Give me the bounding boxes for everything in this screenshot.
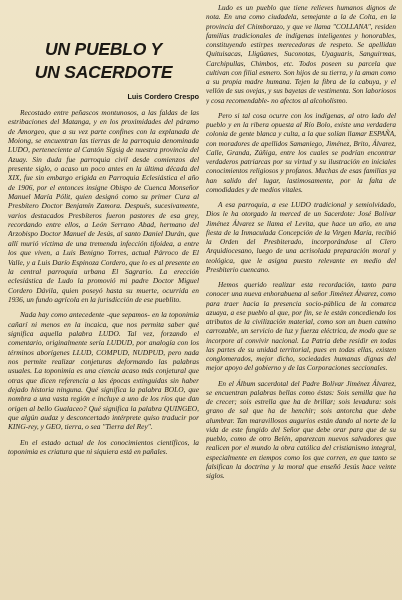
right-column [206,0,396,600]
article-paragraph: Ludo es un pueblo que tiene relieves humanos dignos de nota. En una como ciudadela, semejante a la de Colta, en la provincia del Chimborazo, y que ve llama "COLLANA", residen familias tradicionales de indígenas inteligentes y honorables, constituyendo estirpes merecedoras de respeto. Se apellidan Quituisacas, Lligüanes, Suconotas, Uyaguaris, Sanguirmas, Carchipullas, Chimbos, etc. Todos poseen su parcela que cultivan con filial esmero. Son hijos de su tierra, y la aman como a su propia madre humana. Tejen la fibra de la cabuya, y el vellón de sus ovejas, y sus bayetas de vestimenta. Son laboriosos y cosa recomendable- no afectos al alcoholismo. [206,4,396,105]
article-paragraph: A esa parroquia, a ese LUDO tradicional y semiolvidado, Dios le ha otorgado la merced de un Sacerdote: José Bolívar Jiménez Álvarez se llama el Levita, que hace un año, en una fiesta de la Inmaculada Concepción de la Virgen María, recibió la Orden del Presbiterado, incorporándose al Clero Arquidiocesano, luego de una acrisolada preparación moral y teológica, que le asigna puesto relevante en medio del Presbiterio cuencano. [206,201,396,274]
article-paragraph: Recostado entre peñascos montunosos, a las faldas de las estribaciones del Matanga, y en los proximidades del páramo de Amorgeo, que a su vez parte confines con la explanada de Moiong, se encuentran las tierras de la parroquia denominada LUDO, perteneciente al Cantón Sigsig de nuestra provincia del Azuay. Sin duda fue parroquia civil desde comienzos del presente siglo, o acaso un poco antes en la última década del XIX, fue sin embargo erigida en Parroquia Eclesiástica el año de 1906, por el entonces insigne Obispo de Cuenca Monseñor Manuel María Pólit, quien designó como su primer Cura al Presbítero Doctor Benjamín Zamora. Después, sucesivamente, varios destacados Presbíteros fueron pastores de esa grey, recordando entre ellos, a León Serrano Abad, hermano del Arzobispo Doctor Manuel de Jesús, al santo Daniel Durán, que allí murió víctima de una tremenda infección tifoidea, a entre los que viven, a Luis Benigno Torres, actual Párroco de El Valle, y a Luis Darío Espinoza Cordero, que lo es al presente en la central parroquia urbana El Sagrario. La erección eclesiástica de Ludo la promovió mi padre Doctor Miguel Cordero Dávila, quien poseyó hasta su muerte, ocurrida en 1936, un fundo agrícola en la jurisdicción de ese pueblito. [8,108,199,304]
article-title-line-1: UN PUEBLO Y [44,39,163,59]
article-title [8,38,199,84]
article-paragraph: En el estado actual de los conocimientos científicos, la toponimia es criatura que ni siquiera está en pañales. [8,437,199,457]
article-author: Luis Cordero Crespo [127,92,199,101]
article-title-line-2: UN SACERDOTE [34,62,173,82]
article-paragraph: En el Álbum sacerdotal del Padre Bolívar Jiménez Álvarez, se encuentran palabras bellas como éstas: Sois semilla que ha de crecer; sois estrella que ha de brillar; sois levadura: sois grano de sal que ha de henchir; sois antorcha que debe alumbrar. Tan maravillosos augurios están dando al norte de la vida de este fungido del Señor que debe orar para que de su pueblo, como de otro Belén, aparezcan nuevos salvadores que realicen por el mundo la obra católica del cristianismo integral, especialmente en tiempos como los que corren, en que tanto se falsifican la doctrina y la moral que enseñó Jesús hace veinte siglos. [206,379,396,480]
article-paragraph: Nada hay como antecedente -que sepamos- en la toponimia cañarí ni menos en la incaica, que nos permita saber qué significa aquella palabra LUDO. Tal vez, forzando el comentario, originalmente sería LUDUD, por analogía con los términos aborígenes LLUD, COMPUD, NUDPUD, pero nada nos permite realizar conjeturas deformando las palabras usuales. La toponimia es una ciencia acaso más conjetural que otras que dicen referencia a las épocas extinguidas sin haber dejado historia ninguna. Qué significa la palabra BOLO, que nombra a una vasta región e incluye a uno de los ríos que dan origen al bello Gualaceo? Qué significa la palabra QUINGEO, que algún audaz y desconcertado intérprete quiso traducir por KING-rey, y GEO, tierra, o sea "Tierra del Rey". [8,310,199,432]
article-paragraph: Pero si tal cosa ocurre con los indígenas, al otro lado del pueblo y en la ribera opuesta al Río Bolo, existe una verdadera colonia de gente blanca y culta, a la que solían llamar ESPAÑA, con moradores de apellidos Samaniego, Jiménez, Brito, Álvarez, Calle, Granda, Zúñiga, entre los cuales se podrían encontrar verdaderos patriarcas por su virtud y su ilustración en iniciales conocimientos religiosos y profanos. Muchas de esas familias ya han salido del lugar, lastimosamente, por la falta de comodidades y de medios vitales. [206,111,396,194]
article-paragraph: Hemos querido realizar esta recordación, tanto para conocer una nueva enhorabuena al señor Jiménez Álvarez, como para traer hacia la presencia socio-pública de la comarca azuaya, a ese pueblo al que, por fin, se le están concediendo los atributos de la civilización material, como son un buen camino carrozable, un servicio de luz y fuerza eléctrica, de modo que se incorpore al convivir nacional. La Patria debe residir en todas las partes de su unidad territorial, pues en todas ellas, existen conglomerados, mejor dicho, sociedades humanas dignas del mejor apoyo del gobierno y de las Corporaciones seccionales. [206,281,396,373]
left-column [8,0,199,600]
